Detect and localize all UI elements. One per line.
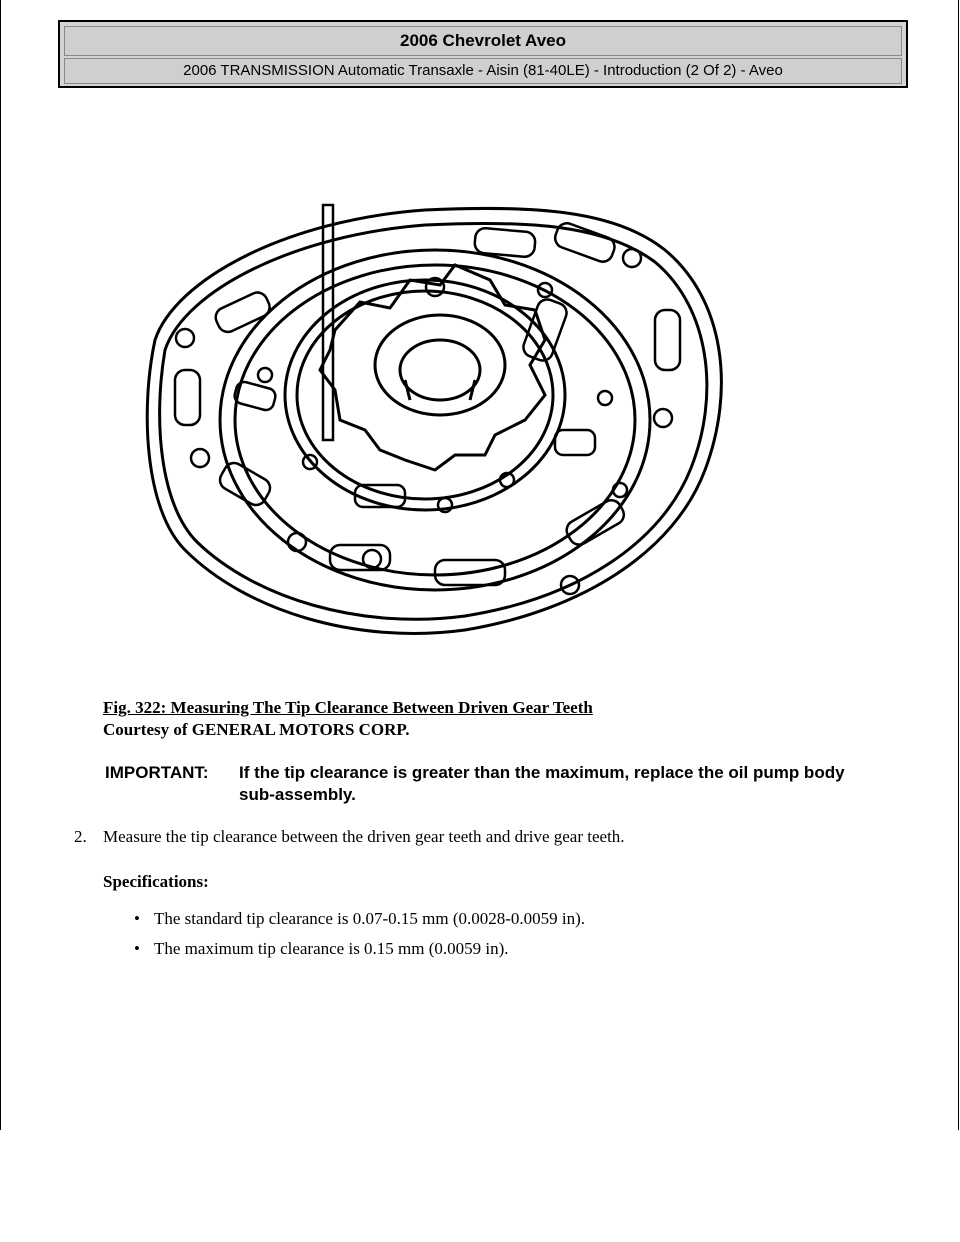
specifications-list xyxy=(132,908,585,968)
header-title: 2006 Chevrolet Aveo xyxy=(64,26,902,56)
step-text: Measure the tip clearance between the driven gear teeth and drive gear teeth. xyxy=(103,827,625,846)
figure-caption-credit: Courtesy of GENERAL MOTORS CORP. xyxy=(103,720,410,739)
header-subtitle: 2006 TRANSMISSION Automatic Transaxle - Aisin (81-40LE) - Introduction (2 Of 2) - Aveo xyxy=(64,58,902,84)
figure-caption xyxy=(103,697,593,741)
list-item xyxy=(132,908,585,938)
important-label: IMPORTANT: xyxy=(105,763,209,782)
figure-caption-title: Fig. 322: Measuring The Tip Clearance Between Driven Gear Teeth xyxy=(103,698,593,717)
step-number: 2. xyxy=(74,827,87,846)
page-border-right xyxy=(958,0,959,1130)
document-header xyxy=(58,20,908,88)
bullet-icon: • xyxy=(134,939,140,958)
spec-item-text: The maximum tip clearance is 0.15 mm (0.0059 in). xyxy=(154,939,509,958)
oil-pump-illustration xyxy=(135,190,755,660)
list-item xyxy=(132,938,585,968)
important-text: If the tip clearance is greater than the maximum, replace the oil pump body sub-assembly. xyxy=(239,763,845,804)
spec-item-text: The standard tip clearance is 0.07-0.15 mm (0.0028-0.0059 in). xyxy=(154,909,586,928)
specifications-label: Specifications: xyxy=(103,872,209,891)
page-border-left xyxy=(0,0,1,1130)
bullet-icon: • xyxy=(134,909,140,928)
